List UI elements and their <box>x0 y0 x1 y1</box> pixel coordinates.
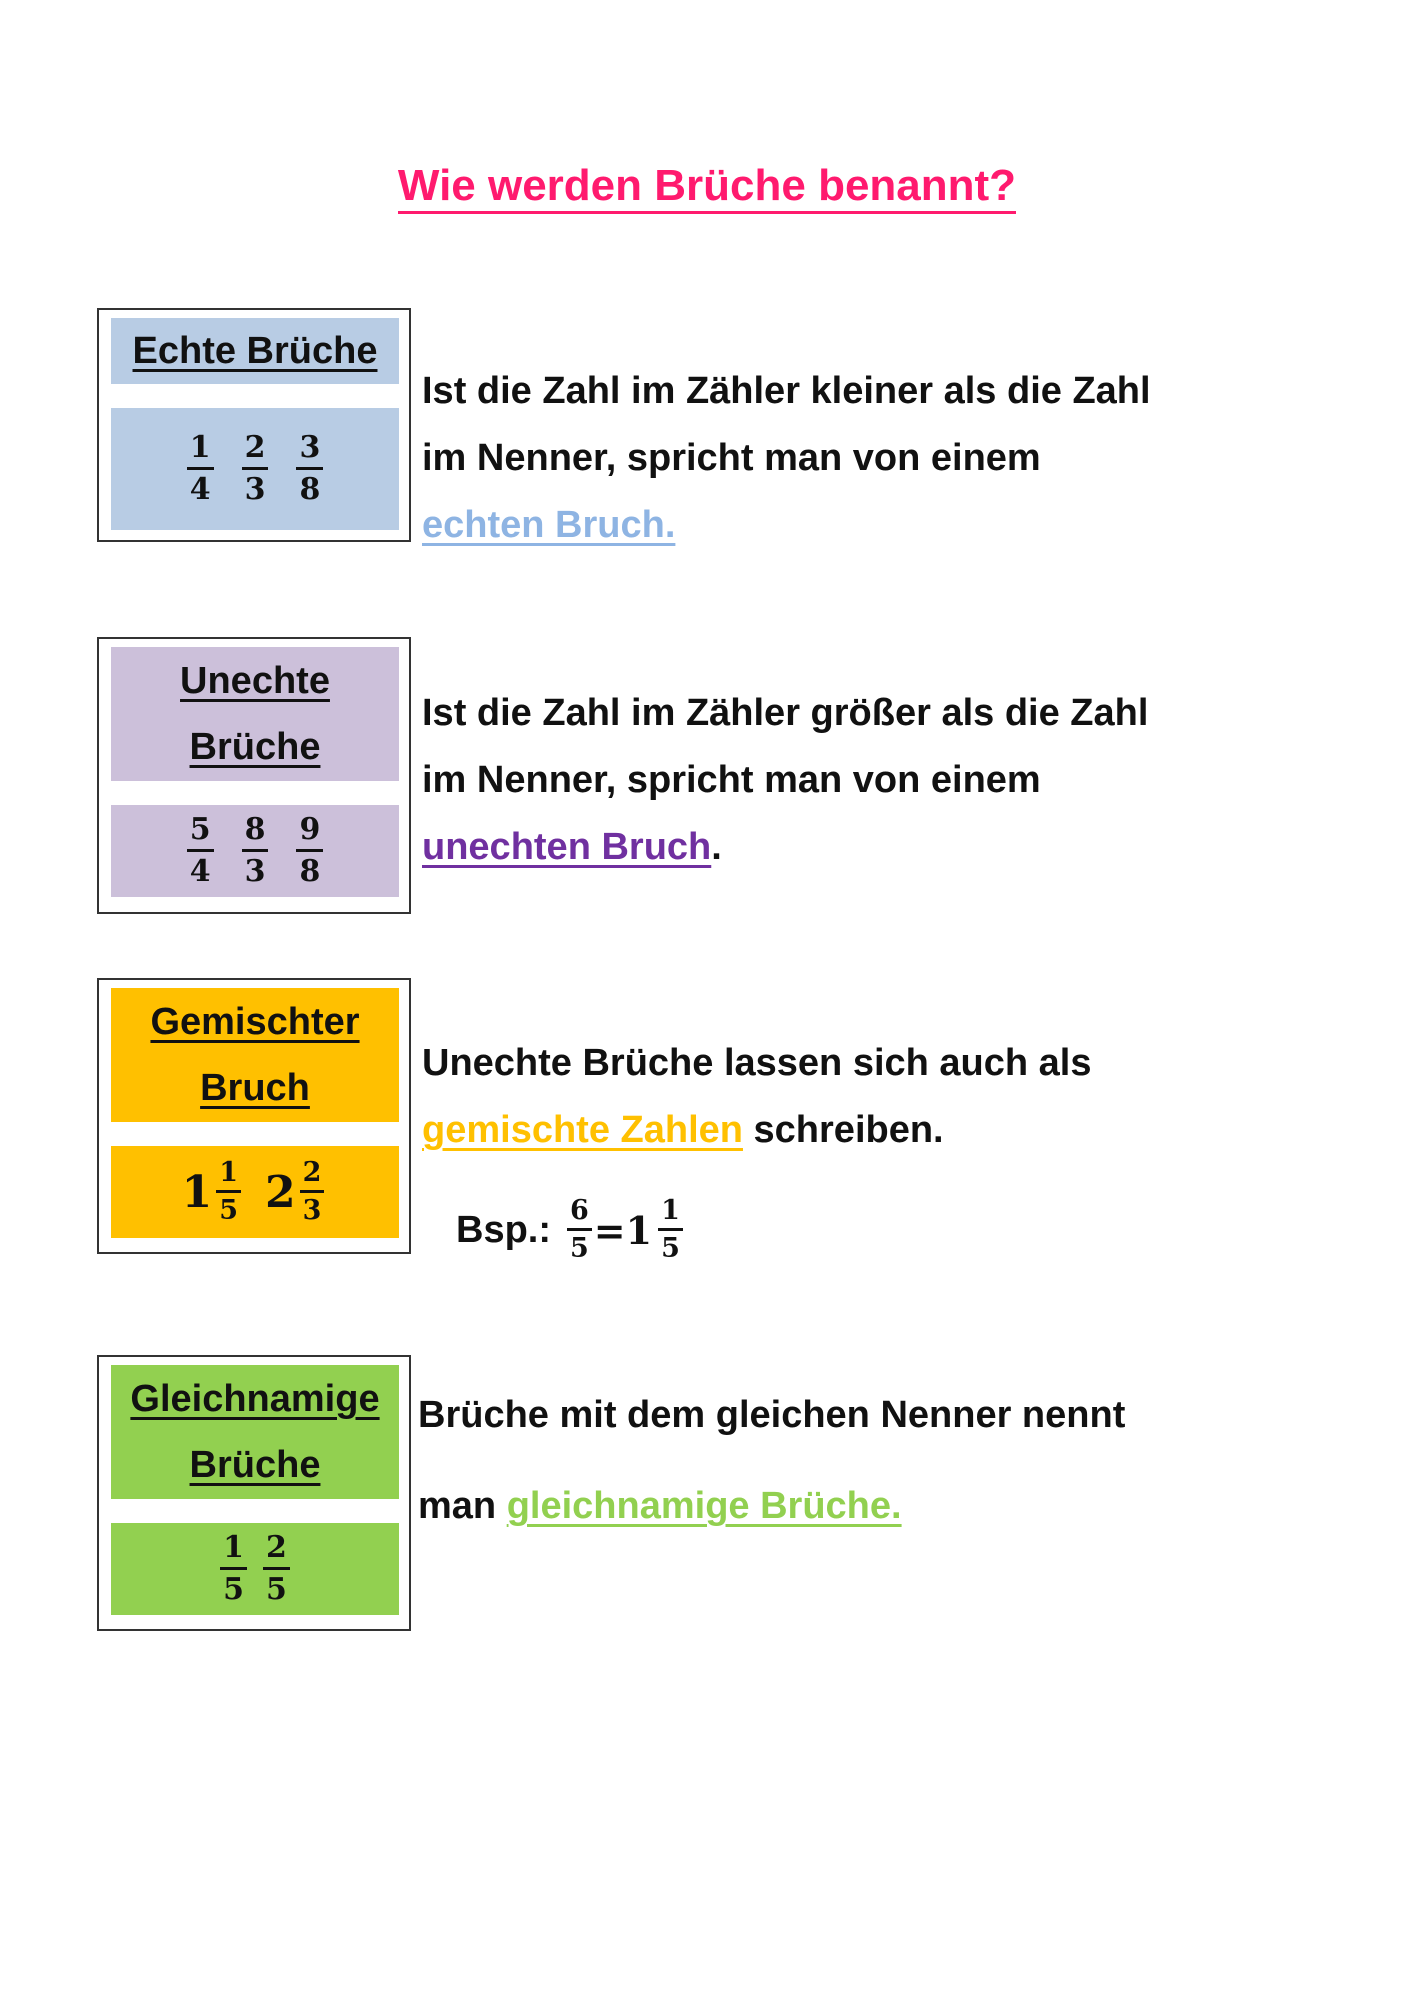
fraction: $\frac{2}{3}$ <box>242 431 269 507</box>
fraction: $\frac{1}{5}$ <box>220 1531 247 1607</box>
fraction: $\frac{5}{4}$ <box>187 813 214 889</box>
term-gemischte-zahlen: gemischte Zahlen <box>422 1109 743 1151</box>
fraction: $\frac{8}{3}$ <box>242 813 269 889</box>
page-title: Wie werden Brüche benannt? <box>0 158 1414 214</box>
fraction: $\frac{6}{5}$ <box>567 1196 592 1264</box>
term-gleichnamige-brueche: gleichnamige Brüche. <box>506 1485 902 1527</box>
fraction: $\frac{1}{4}$ <box>187 431 214 507</box>
example-label: Bsp.: <box>456 1208 551 1251</box>
term-echter-bruch: echten Bruch. <box>422 504 676 546</box>
card-heading: Echte Brüche <box>111 318 399 384</box>
definition-gleichnamig: Brüche mit dem gleichen Nenner nennt man gleichnamige Brüche. <box>418 1394 1126 1527</box>
card-heading: Unechte Brüche <box>111 647 399 781</box>
example-equals: =1 <box>593 1207 653 1253</box>
card-heading: Gleichnamige Brüche <box>111 1365 399 1499</box>
definition-gemischt: Unechte Brüche lassen sich auch als gemischte Zahlen schreiben. <box>422 1042 1092 1151</box>
card-echte-brueche <box>97 308 411 542</box>
card-heading: Gemischter Bruch <box>111 988 399 1122</box>
mixed-number-examples <box>111 1146 399 1238</box>
fraction: $\frac{3}{8}$ <box>296 431 323 507</box>
mixed-number: 2 $\frac{2}{3}$ <box>265 1158 328 1226</box>
fraction: $\frac{9}{8}$ <box>296 813 323 889</box>
term-unechter-bruch: unechten Bruch <box>422 826 712 868</box>
example <box>456 1196 689 1264</box>
mixed-number: 1 $\frac{1}{5}$ <box>182 1158 245 1226</box>
definition-unechte: Ist die Zahl im Zähler größer als die Zahl im Nenner, spricht man von einem unechten Bruch. <box>422 692 1149 868</box>
card-gemischter-bruch <box>97 978 411 1254</box>
fraction-examples <box>111 805 399 897</box>
card-unechte-brueche <box>97 637 411 914</box>
definition-echte: Ist die Zahl im Zähler kleiner als die Zahl im Nenner, spricht man von einem echten Bruch. <box>422 370 1151 546</box>
fraction-examples <box>111 408 399 530</box>
fraction: $\frac{1}{5}$ <box>658 1196 683 1264</box>
fraction: $\frac{2}{5}$ <box>263 1531 290 1607</box>
fraction-examples <box>111 1523 399 1615</box>
card-gleichnamige-brueche <box>97 1355 411 1631</box>
